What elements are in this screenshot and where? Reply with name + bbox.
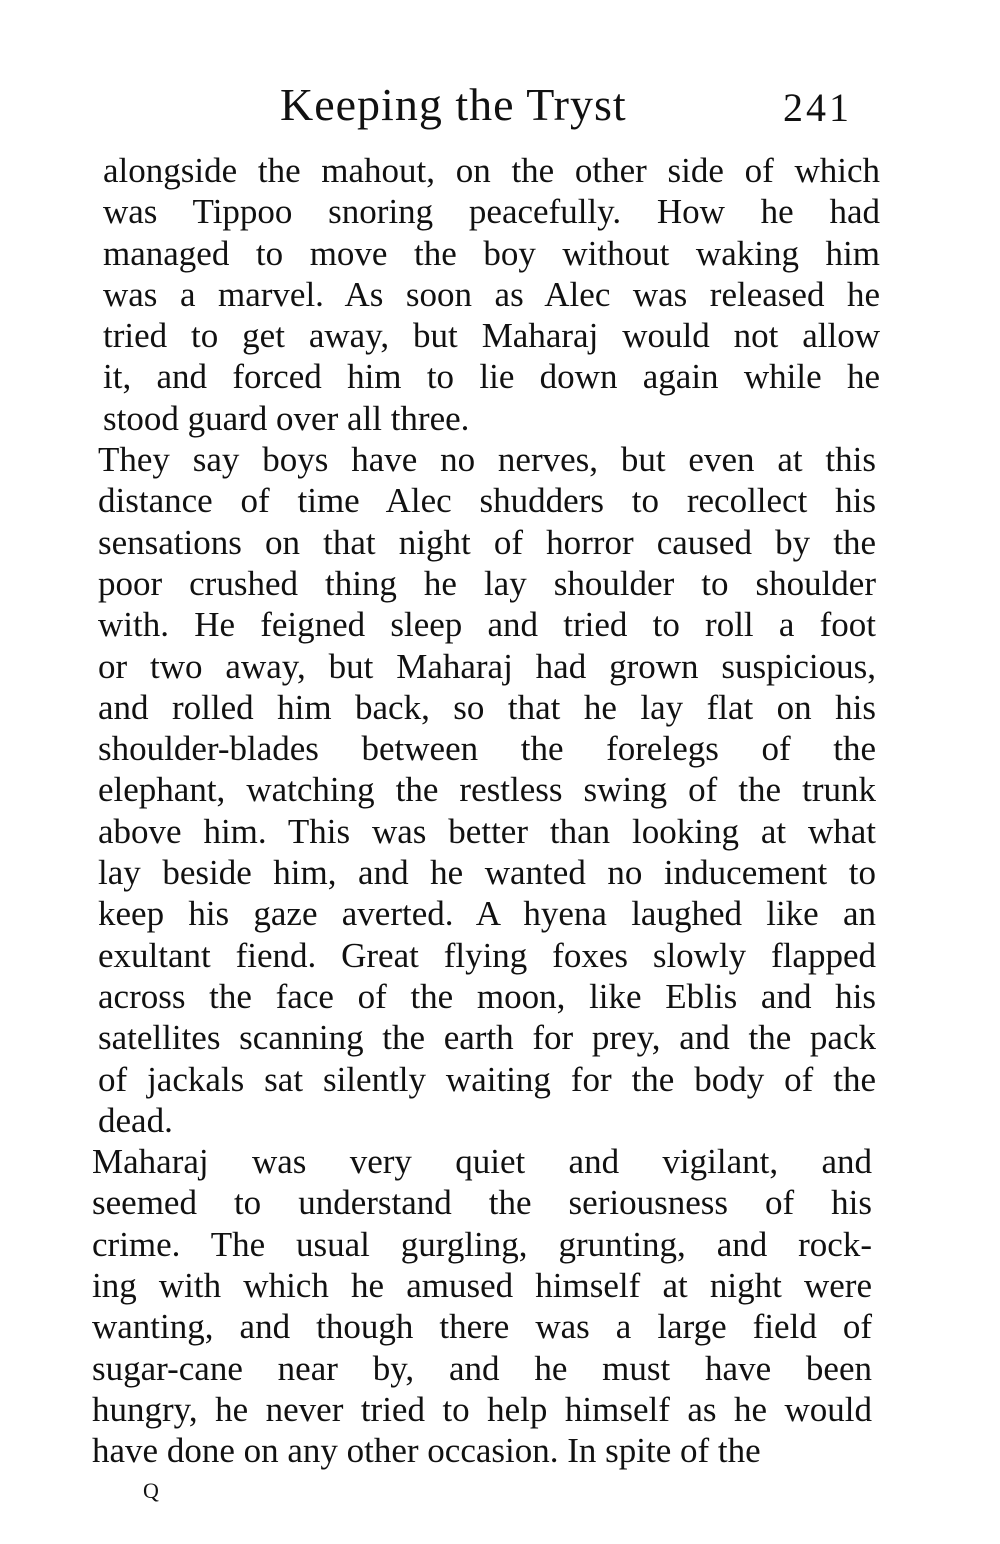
text-line: was Tippoo snoring peacefully. How he had [103, 192, 880, 232]
running-header-title: Keeping the Tryst [280, 79, 627, 130]
text-line: stood guard over all three. [103, 398, 470, 438]
text-line: lay beside him, and he wanted no inducement to [98, 853, 876, 893]
text-line: ing with which he amused himself at night were [92, 1266, 872, 1306]
text-line: exultant fiend. Great flying foxes slowly flapped [98, 935, 876, 975]
signature-mark: Q [143, 1478, 159, 1503]
text-line: across the face of the moon, like Eblis and his [98, 976, 876, 1016]
text-line: distance of time Alec shudders to recollect his [98, 481, 876, 521]
text-line: and rolled him back, so that he lay flat on his [98, 687, 876, 727]
paragraph [100, 150, 880, 439]
text-line: or two away, but Maharaj had grown suspicious, [98, 646, 876, 686]
text-line: satellites scanning the earth for prey, and the pack [98, 1018, 876, 1058]
page-number: 241 [783, 85, 852, 130]
text-line: shoulder-blades between the forelegs of the [98, 729, 876, 769]
text-line: it, and forced him to lie down again while he [103, 357, 880, 397]
text-line: hungry, he never tried to help himself as he would [92, 1389, 872, 1429]
text-line: alongside the mahout, on the other side of which [103, 151, 880, 190]
text-line: They say boys have no nerves, but even at this [98, 440, 876, 480]
text-line: keep his gaze averted. A hyena laughed like an [98, 894, 876, 934]
text-line: above him. This was better than looking at what [98, 811, 876, 851]
paragraph [92, 1141, 880, 1471]
body-text [92, 150, 880, 1472]
paragraph [100, 439, 880, 1141]
text-line: sugar-cane near by, and he must have been [92, 1348, 872, 1388]
text-line: poor crushed thing he lay shoulder to shoulder [98, 563, 876, 603]
text-line: seemed to understand the seriousness of his [92, 1183, 872, 1223]
text-line: managed to move the boy without waking him [103, 233, 880, 273]
text-line: Maharaj was very quiet and vigilant, and [92, 1142, 872, 1182]
text-line: wanting, and though there was a large field of [92, 1307, 872, 1347]
text-line: was a marvel. As soon as Alec was released he [103, 274, 880, 314]
text-line: crime. The usual gurgling, grunting, and rock- [92, 1224, 872, 1264]
text-line: have done on any other occasion. In spite of the [92, 1431, 761, 1471]
text-line: elephant, watching the restless swing of the trunk [98, 770, 876, 810]
text-line: tried to get away, but Maharaj would not allow [103, 316, 880, 356]
text-line: sensations on that night of horror caused by the [98, 522, 876, 562]
text-line: dead. [98, 1100, 173, 1140]
text-line: of jackals sat silently waiting for the body of the [98, 1059, 876, 1099]
text-line: with. He feigned sleep and tried to roll a foot [98, 605, 876, 645]
